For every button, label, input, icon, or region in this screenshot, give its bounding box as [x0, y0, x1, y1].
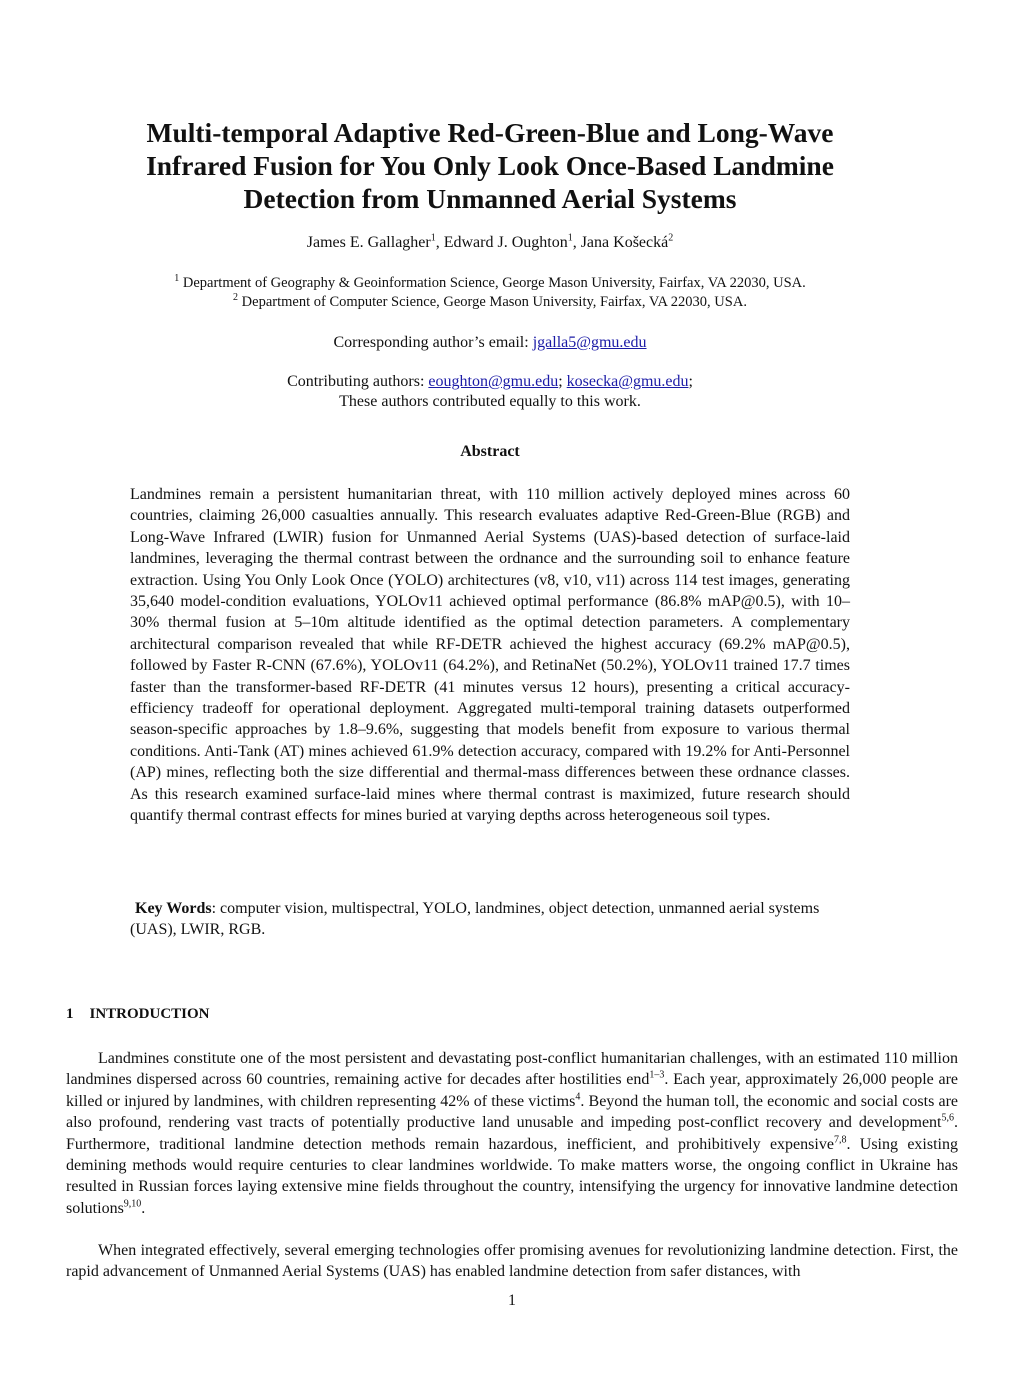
- keywords-label: Key Words: [135, 900, 212, 917]
- citation: 5,6: [941, 1112, 954, 1124]
- keywords: [130, 898, 850, 940]
- title-line-1: Multi-temporal Adaptive Red-Green-Blue and Long-Wave: [146, 117, 834, 148]
- paragraph-text: . Beyond the human toll, the economic and social costs are also profound, rendering vast tracts of potentially productive land unusable and impeding post-conflict recovery and development: [66, 1092, 958, 1132]
- intro-paragraph-2: When integrated effectively, several emerging technologies offer promising avenues for revolutionizing landmine detection. First, the rapid advancement of Unmanned Aerial Systems (UAS) has enabled landmine detection from safer distances, with: [66, 1242, 958, 1281]
- contributing-authors: [100, 372, 880, 412]
- affiliation-1: [100, 274, 880, 293]
- affiliation-marker: 1: [567, 232, 573, 244]
- corresponding-author: [100, 334, 880, 352]
- affiliation-text: Department of Computer Science, George Mason University, Fairfax, VA 22030, USA.: [238, 294, 747, 310]
- separator: ;: [558, 373, 567, 390]
- author-name: , Edward J. Oughton: [435, 234, 568, 251]
- corresponding-label: Corresponding author’s email:: [333, 334, 533, 351]
- separator: ;: [688, 373, 693, 390]
- affiliation-2: [100, 293, 880, 312]
- affiliation-marker: 2: [233, 292, 239, 304]
- abstract-body: Landmines remain a persistent humanitarian threat, with 110 million actively deployed mines across 60 countries, claiming 26,000 casualties annually. This research evaluates adaptive Red-Green-Blue (RGB) and Long-Wave Infrared (LWIR) fusion for Unmanned Aerial Systems (UAS)-based detection of surface-laid landmines, leveraging the thermal contrast between the ordnance and the surrounding soil to enhance feature extraction. Using You Only Look Once (YOLO) architectures (v8, v10, v11) across 114 test images, generating 35,640 model-condition evaluations, YOLOv11 achieved optimal performance (86.8% mAP@0.5), with 10–30% thermal fusion at 5–10m altitude identified as the optimal detection parameters. A complementary architectural comparison revealed that while RF-DETR achieved the highest accuracy (69.2% mAP@0.5), followed by Faster R-CNN (67.6%), YOLOv11 (64.2%), and RetinaNet (50.2%), YOLOv11 trained 17.7 times faster than the transformer-based RF-DETR (41 minutes versus 12 hours), presenting a critical accuracy-efficiency tradeoff for operational deployment. Aggregated multi-temporal training datasets outperformed season-specific approaches by 1.8–9.6%, suggesting that models benefit from exposure to various thermal conditions. Anti-Tank (AT) mines achieved 61.9% detection accuracy, compared with 19.2% for Anti-Personnel (AP) mines, reflecting both the size differential and thermal-mass differences between these ordnance classes. As this research examined surface-laid mines where thermal contrast is maximized, future research should quantify thermal contrast effects for mines buried at varying depths across heterogeneous soil types.: [130, 486, 850, 825]
- author-name: , Jana Košecká: [572, 234, 669, 251]
- intro-paragraph-1: [66, 1048, 958, 1219]
- paper-title: [100, 116, 880, 215]
- section-heading: [66, 1006, 210, 1023]
- section-number: 1: [66, 1006, 74, 1022]
- contributing-email-link-1[interactable]: eoughton@gmu.edu: [428, 373, 559, 390]
- paragraph-text: .: [141, 1199, 146, 1217]
- contributing-email-link-2[interactable]: kosecka@gmu.edu: [566, 373, 689, 390]
- citation: 4: [575, 1091, 581, 1103]
- author-list: [100, 234, 880, 252]
- contributing-line: [100, 372, 880, 392]
- author-name: James E. Gallagher: [306, 234, 431, 251]
- contributing-note: These authors contributed equally to this work.: [339, 393, 641, 410]
- paragraph-text: . Each year, approximately 26,000 people are killed or injured by landmines, with children representing 42% of these victims: [66, 1071, 959, 1110]
- contributing-label: Contributing authors:: [287, 373, 429, 390]
- paragraph-text: . Furthermore, traditional landmine detection methods remain hazardous, inefficient, and prohibitively expensive: [66, 1114, 958, 1153]
- title-line-3: Detection from Unmanned Aerial Systems: [243, 183, 737, 214]
- abstract-heading: Abstract: [460, 443, 520, 460]
- affiliation-marker: 2: [668, 232, 674, 244]
- paragraph-text: Landmines constitute one of the most persistent and devastating post-conflict humanitarian challenges, with an estimated 110 million landmines dispersed across 60 countries, remaining active for decades after hostilities end: [66, 1050, 958, 1089]
- title-line-2: Infrared Fusion for You Only Look Once-Based Landmine: [146, 150, 834, 181]
- section-title: INTRODUCTION: [89, 1006, 210, 1022]
- citation: 9,10: [123, 1198, 142, 1210]
- citation: 7,8: [833, 1134, 847, 1146]
- keywords-text: : computer vision, multispectral, YOLO, landmines, object detection, unmanned aerial systems (UAS), LWIR, RGB.: [130, 900, 820, 938]
- affiliations: [100, 274, 880, 312]
- affiliation-marker: 1: [174, 273, 180, 285]
- affiliation-text: Department of Geography & Geoinformation Science, George Mason University, Fairfax, VA 22030, USA.: [179, 275, 806, 291]
- corresponding-email-link[interactable]: jgalla5@gmu.edu: [532, 334, 647, 351]
- citation: 1–3: [649, 1070, 665, 1082]
- paragraph-text: . Using existing demining methods would require centuries to clear landmines worldwide. To make matters worse, the ongoing conflict in Ukraine has resulted in Russian forces laying extensive mine fields throughout the country, intensifying the urgency for innovative landmine detection solutions: [66, 1135, 958, 1217]
- affiliation-marker: 1: [430, 232, 436, 244]
- page-number: 1: [508, 1292, 516, 1309]
